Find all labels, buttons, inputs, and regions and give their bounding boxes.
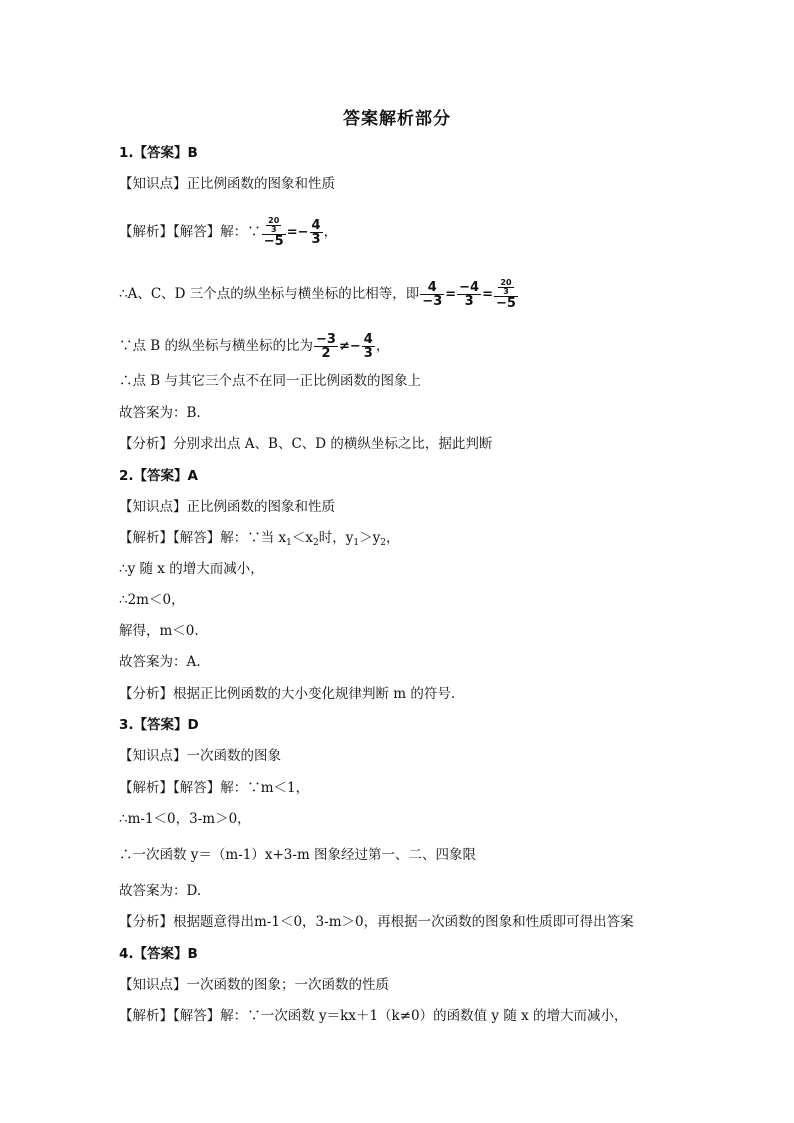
- q1-comma: ，: [323, 224, 338, 240]
- q1-frac-3: 3: [270, 225, 277, 234]
- q2-line2: ∴y 随 x 的增大而减小，: [119, 561, 264, 577]
- q2-answer: 2.【答案】A: [119, 468, 198, 484]
- q1-line4: ∴点 B 与其它三个点不在同一正比例函数的图象上: [119, 373, 422, 389]
- q3-answer: 3.【答案】D: [119, 717, 199, 733]
- q1-analysis: [119, 210, 337, 255]
- q1-line2-text: ∴A、C、D 三个点的纵坐标与横坐标的比相等，即: [119, 286, 420, 302]
- q1-fraction-m4-over-3: $\frac{-4}{3}$: [459, 280, 480, 309]
- q1-eq: =: [286, 225, 298, 240]
- q1-frac-20: 20: [268, 216, 280, 225]
- q1-eq2: =: [445, 287, 457, 302]
- q1-fraction-20-3-over-m5-b: $\frac{\frac{20}{3}}{-5}$: [496, 278, 516, 311]
- q2-line3: ∴2m＜0，: [119, 592, 185, 608]
- q1-frac-m5: −5: [263, 234, 284, 249]
- q1-conclusion: 故答案为：B.: [119, 405, 201, 421]
- q1-line2: [119, 272, 519, 317]
- q4-analysis: 【解析】【解答】解：∵一次函数 y＝kx＋1（k≠0）的函数值 y 随 x 的增大而减小，: [119, 1008, 628, 1024]
- q1-fraction-m3-over-2: $\frac{-3}{2}$: [316, 332, 336, 361]
- q1-fraction-4-over-3-b: $\frac{4}{3}$: [363, 332, 373, 361]
- q3-analysis: 【解析】【解答】解：∵m＜1，: [119, 780, 310, 796]
- q2-explain: 【分析】根据正比例函数的大小变化规律判断 m 的符号.: [119, 686, 456, 702]
- q2-knowledge: 【知识点】正比例函数的图象和性质: [119, 499, 335, 515]
- q2-conclusion: 故答案为：A.: [119, 654, 201, 670]
- q1-eq3: =: [482, 287, 494, 302]
- q2-line4: 解得，m＜0.: [119, 623, 199, 639]
- q1-comma2: ，: [375, 338, 390, 354]
- q3-knowledge: 【知识点】一次函数的图象: [119, 748, 281, 764]
- q3-line2: ∴m-1＜0，3-m＞0，: [119, 811, 251, 827]
- q1-answer: 1.【答案】B: [119, 145, 198, 161]
- q1-knowledge: 【知识点】正比例函数的图象和性质: [119, 176, 335, 192]
- q1-fraction-20-3-over-m5: [262, 217, 286, 248]
- q1-neq: ≠: [338, 339, 350, 354]
- q3-line3: ∴一次函数 y＝（m-1）x+3-m 图象经过第一、二、四象限: [119, 847, 477, 863]
- page-title: 答案解析部分: [343, 109, 451, 129]
- q2-analysis: 【解析】【解答】解：∵当 $x_1<x_2$时，$y_1>y_2$，: [119, 530, 400, 548]
- q1-neg: −: [297, 225, 309, 240]
- q1-line3-text: ∵点 B 的纵坐标与横坐标的比为: [119, 338, 314, 354]
- q1-analysis-prefix: 【解析】【解答】解：∵: [119, 224, 261, 240]
- q1-neg2: −: [349, 339, 361, 354]
- q1-line3: [119, 328, 389, 365]
- q1-fraction-4-over-3: $\frac{4}{3}$: [311, 218, 321, 247]
- q4-answer: 4.【答案】B: [119, 946, 198, 962]
- q1-fraction-4-over-m3: $\frac{4}{-3}$: [422, 280, 443, 309]
- q3-conclusion: 故答案为：D.: [119, 883, 202, 899]
- q4-knowledge: 【知识点】一次函数的图象；一次函数的性质: [119, 977, 389, 993]
- q3-explain: 【分析】根据题意得出m-1＜0，3-m＞0，再根据一次函数的图象和性质即可得出答案: [119, 914, 634, 930]
- q1-explain: 【分析】分别求出点 A、B、C、D 的横纵坐标之比，据此判断: [119, 436, 493, 452]
